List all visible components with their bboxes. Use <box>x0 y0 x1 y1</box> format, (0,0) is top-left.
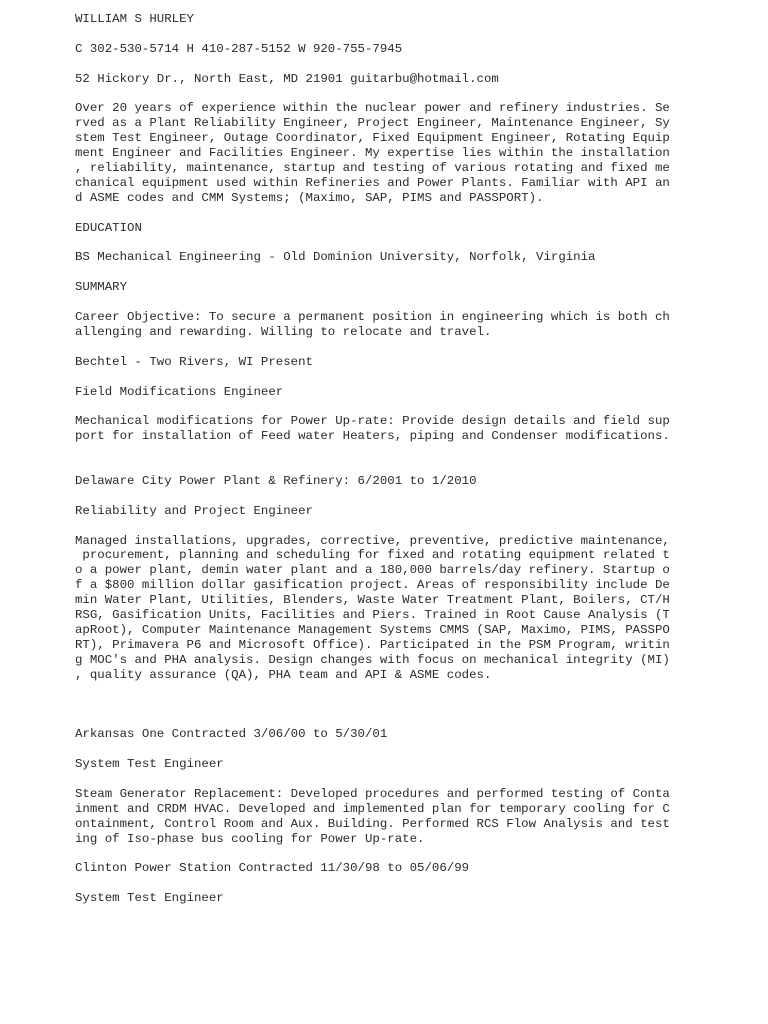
job-title: Reliability and Project Engineer <box>75 503 313 518</box>
education-heading: EDUCATION <box>75 220 142 235</box>
phone-numbers: C 302-530-5714 H 410-287-5152 W 920-755-7945 <box>75 41 403 56</box>
job-employer: Bechtel - Two Rivers, WI Present <box>75 354 313 369</box>
career-objective: Career Objective: To secure a permanent position in engineering which is both ch allenging and rewarding. Willing to relocate and travel. <box>75 310 670 339</box>
job-title: System Test Engineer <box>75 757 224 772</box>
job-description: Managed installations, upgrades, corrective, preventive, predictive maintenance, procurement, planning and scheduling for fixed and rotating equipment related t o a power plant, demin water plant and a 180,000 barrels/day refinery. Startup o f a $800 million dollar gasification project. Areas of responsibility include De min Water Plant, Utilities, Blenders, Waste Water Treatment Plant, Boilers, CT/H RSG, Gasification Units, Facilities and Piers. Trained in Root Cause Analysis (T apRoot), Computer Maintenance Management Systems CMMS (SAP, Maximo, PIMS, PASSPO RT), Primavera P6 and Microsoft Office). Participated in the PSM Program, writin g MOC's and PHA analysis. Design changes with focus on mechanical integrity (MI) , quality assurance (QA), PHA team and API & ASME codes. <box>75 533 670 682</box>
job-description: Mechanical modifications for Power Up-rate: Provide design details and field sup port for installation of Feed water Heaters, piping and Condenser modifications. <box>75 414 670 444</box>
job-title: Field Modifications Engineer <box>75 384 284 399</box>
education-entry: BS Mechanical Engineering - Old Dominion University, Norfolk, Virginia <box>75 250 596 265</box>
job-employer: Arkansas One Contracted 3/06/00 to 5/30/01 <box>75 727 388 742</box>
job-title: System Test Engineer <box>75 891 224 906</box>
job-description: Steam Generator Replacement: Developed procedures and performed testing of Conta inment and CRDM HVAC. Developed and implemented plan for temporary cooling for C ontainment, Control Room and Aux. Building. Performed RCS Flow Analysis and test ing of Iso-phase bus cooling for Power Up-rate. <box>75 786 670 846</box>
resume-document <box>75 12 695 921</box>
spacer <box>75 697 695 712</box>
resume-name: WILLIAM S HURLEY <box>75 12 194 26</box>
job-employer: Clinton Power Station Contracted 11/30/98 to 05/06/99 <box>75 861 470 876</box>
job-employer: Delaware City Power Plant & Refinery: 6/2001 to 1/2010 <box>75 473 477 488</box>
address-email: 52 Hickory Dr., North East, MD 21901 guitarbu@hotmail.com <box>75 71 499 86</box>
overview-paragraph: Over 20 years of experience within the nuclear power and refinery industries. Se rved as a Plant Reliability Engineer, Project Engineer, Maintenance Engineer, Sy stem Test Engineer, Outage Coordinator, Fixed Equipment Engineer, Rotating Equip ment Engineer and Facilities Engineer. My expertise lies within the installation , reliability, maintenance, startup and testing of various rotating and fixed me chanical equipment used within Refineries and Power Plants. Familiar with API an d ASME codes and CMM Systems; (Maximo, SAP, PIMS and PASSPORT). <box>75 101 670 205</box>
spacer <box>75 459 695 474</box>
summary-heading: SUMMARY <box>75 280 128 295</box>
spacer <box>75 712 695 727</box>
